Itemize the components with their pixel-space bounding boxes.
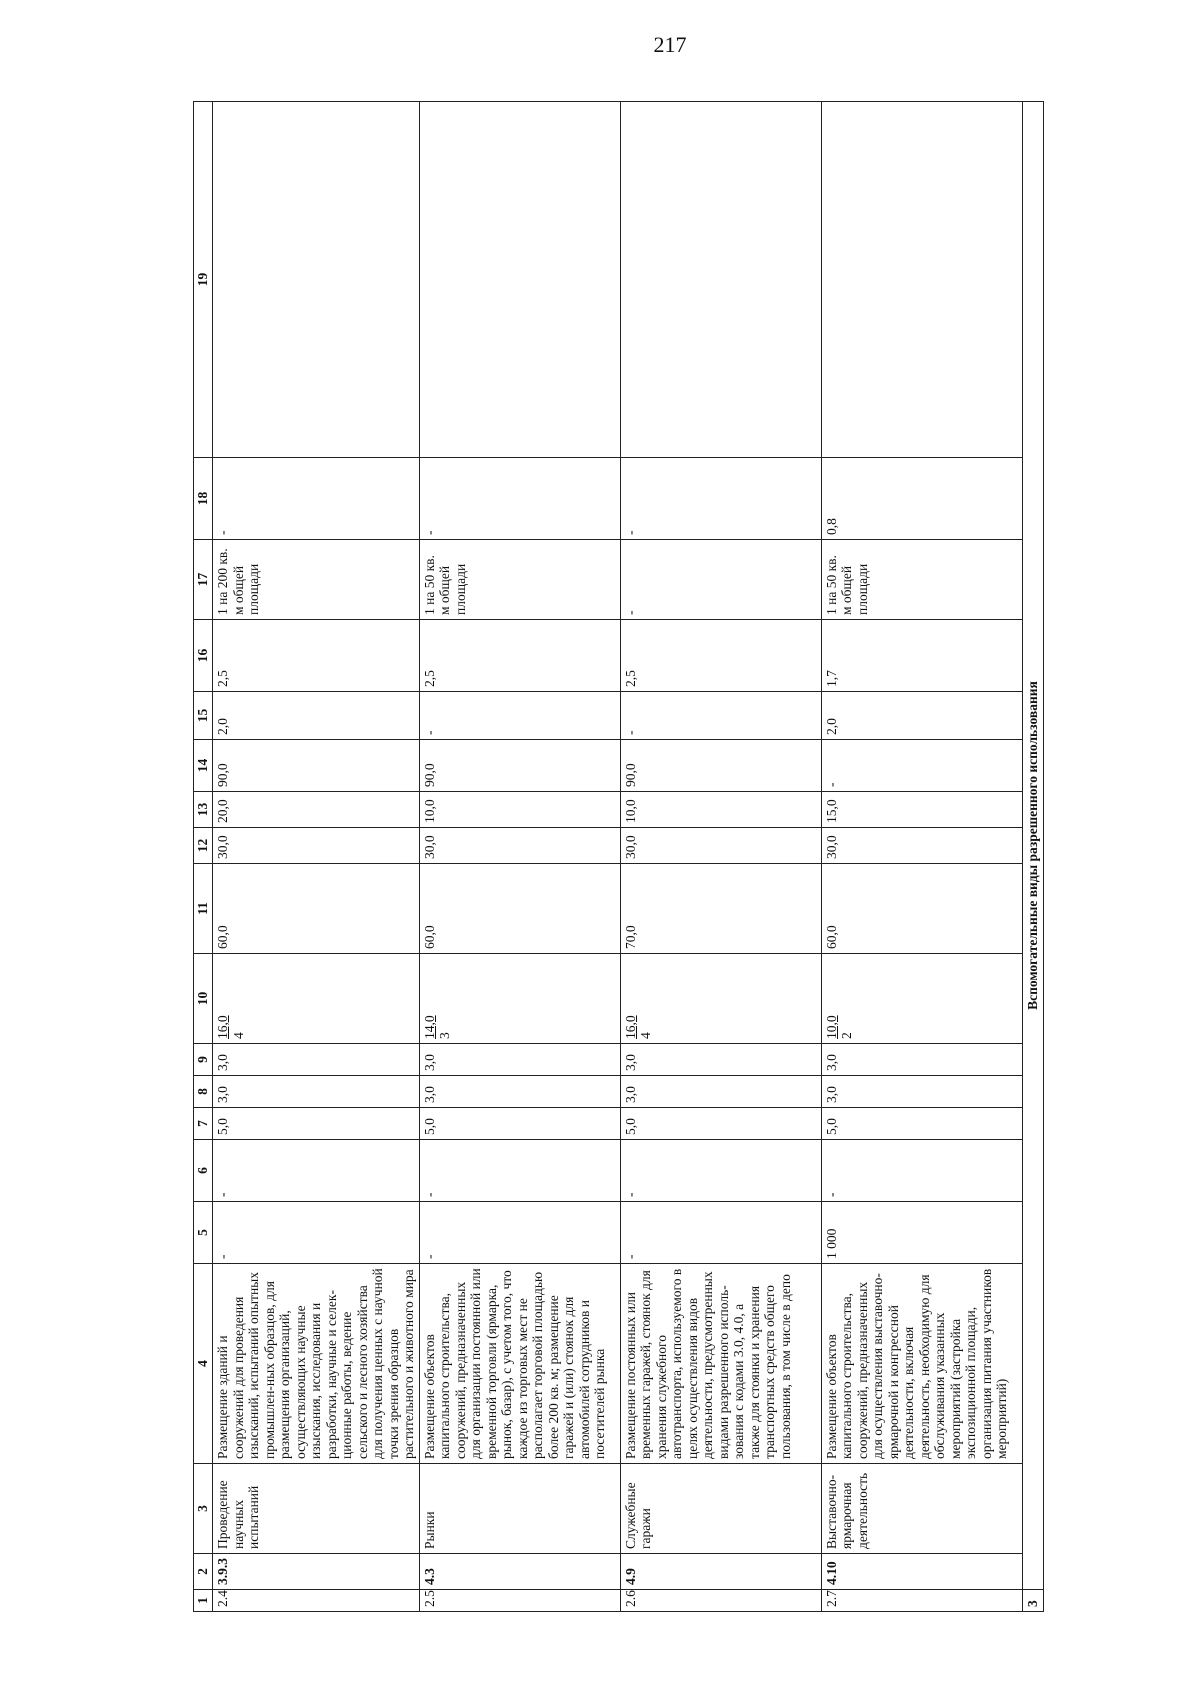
col-header: 18 <box>194 458 213 540</box>
cell-c10 <box>620 954 821 1044</box>
col-header: 9 <box>194 1044 213 1076</box>
cell-c10-bottom: 2 <box>839 1032 854 1039</box>
cell-c14: 90,0 <box>213 740 420 792</box>
col-header: 11 <box>194 864 213 954</box>
cell-c7: 5,0 <box>821 1108 1022 1140</box>
cell-c16: 2,5 <box>213 620 420 692</box>
cell-c6: - <box>620 1140 821 1202</box>
cell-c10-top: 16,0 <box>215 1015 230 1039</box>
table-row <box>620 102 821 1612</box>
row-number: 2.7 <box>821 1590 1022 1612</box>
col-header: 7 <box>194 1108 213 1140</box>
cell-c7: 5,0 <box>419 1108 620 1140</box>
cell-c17: 1 на 50 кв. м общей площади <box>419 540 620 620</box>
col-header: 12 <box>194 828 213 864</box>
col-header: 4 <box>194 1264 213 1464</box>
col-header: 1 <box>194 1590 213 1612</box>
col-header: 17 <box>194 540 213 620</box>
cell-c10-bottom: 4 <box>638 1032 653 1039</box>
cell-c15: 2,0 <box>213 692 420 740</box>
row-number: 2.6 <box>620 1590 821 1612</box>
section-number: 3 <box>1022 1590 1043 1612</box>
use-code: 4.10 <box>821 1554 1022 1590</box>
use-description: Размещение постоянных или временных гаражей, стоянок для хранения служебного автотранспорта, используемого в целях осуществления видов деятельности, предусмотренных видами разрешенного исполь-зования с кодами 3.0, 4.0, а также для стоянки и хранения транспортных средств общего пользования, в том числе в депо <box>620 1264 821 1464</box>
use-description: Размещение зданий и сооружений для проведения изысканий, испытаний опытных промышлен-ных образцов, для размещения организаций, осуществляющих научные изыскания, исследования и разработки, научные и селек-ционные работы, ведение сельского и лесного хозяйства для получения ценных с научной точки зрения образцов растительного и животного мира <box>213 1264 420 1464</box>
cell-c5: - <box>213 1202 420 1264</box>
cell-c10 <box>213 954 420 1044</box>
cell-c10-top: 16,0 <box>622 1015 638 1039</box>
cell-c13: 10,0 <box>620 792 821 828</box>
section-title: Вспомогательные виды разрешенного использования <box>1022 102 1043 1590</box>
cell-c17: - <box>620 540 821 620</box>
cell-c15: 2,0 <box>821 692 1022 740</box>
col-header: 5 <box>194 1202 213 1264</box>
cell-c8: 3,0 <box>620 1076 821 1108</box>
use-description: Размещение объектов капитального строительства, сооружений, предназначенных для осуществления выставочно-ярмарочной и конгрессной деятельности, включая деятельность, необходимую для обслуживания указанных мероприятий (застройка экспозиционной площади, организация питания участников мероприятий) <box>821 1264 1022 1464</box>
cell-c9: 3,0 <box>620 1044 821 1076</box>
row-number: 2.4 <box>213 1590 420 1612</box>
cell-c18: - <box>419 458 620 540</box>
zoning-table <box>193 101 1044 1612</box>
cell-c17: 1 на 200 кв. м общей площади <box>213 540 420 620</box>
cell-c10-bottom: 3 <box>437 1032 452 1039</box>
cell-c18: 0,8 <box>821 458 1022 540</box>
cell-c5: - <box>419 1202 620 1264</box>
cell-c15: - <box>620 692 821 740</box>
cell-c14: 90,0 <box>620 740 821 792</box>
cell-c15: - <box>419 692 620 740</box>
cell-c5: - <box>620 1202 821 1264</box>
cell-c6: - <box>419 1140 620 1202</box>
cell-c14: - <box>821 740 1022 792</box>
col-header: 3 <box>194 1464 213 1554</box>
use-code: 3.9.3 <box>213 1554 420 1590</box>
cell-c12: 30,0 <box>213 828 420 864</box>
cell-c10 <box>419 954 620 1044</box>
col-header: 2 <box>194 1554 213 1590</box>
cell-c6: - <box>213 1140 420 1202</box>
use-name: Выставочно-ярмарочная деятельность <box>821 1464 1022 1554</box>
cell-c11: 60,0 <box>213 864 420 954</box>
table-row <box>419 102 620 1612</box>
cell-c6: - <box>821 1140 1022 1202</box>
zoning-table-rotated <box>193 102 1093 1612</box>
table-row <box>213 102 420 1612</box>
cell-c10-top: 14,0 <box>421 1015 437 1039</box>
cell-c9: 3,0 <box>419 1044 620 1076</box>
cell-c11: 60,0 <box>419 864 620 954</box>
use-description: Размещение объектов капитального строительства, сооружений, предназначенных для организации постоянной или временной торговли (ярмарка, рынок, базар), с учетом того, что каждое из торговых мест не располагает торговой площадью более 200 кв. м; размещение гаражей и (или) стоянок для автомобилей сотрудников и посетителей рынка <box>419 1264 620 1464</box>
page-number: 217 <box>653 32 687 57</box>
cell-c12: 30,0 <box>419 828 620 864</box>
column-number-row <box>194 102 213 1612</box>
col-header: 8 <box>194 1076 213 1108</box>
cell-c11: 60,0 <box>821 864 1022 954</box>
col-header: 10 <box>194 954 213 1044</box>
cell-c8: 3,0 <box>419 1076 620 1108</box>
use-name: Проведение научных испытаний <box>213 1464 420 1554</box>
cell-c16: 2,5 <box>620 620 821 692</box>
cell-c7: 5,0 <box>620 1108 821 1140</box>
cell-c11: 70,0 <box>620 864 821 954</box>
cell-c13: 10,0 <box>419 792 620 828</box>
cell-c17: 1 на 50 кв. м общей площади <box>821 540 1022 620</box>
cell-c10-top: 10,0 <box>823 1015 839 1039</box>
col-header: 14 <box>194 740 213 792</box>
use-code: 4.3 <box>419 1554 620 1590</box>
cell-c19 <box>213 102 420 458</box>
cell-c12: 30,0 <box>620 828 821 864</box>
row-number: 2.5 <box>419 1590 620 1612</box>
cell-c9: 3,0 <box>821 1044 1022 1076</box>
col-header: 19 <box>194 102 213 458</box>
cell-c16: 2,5 <box>419 620 620 692</box>
cell-c19 <box>419 102 620 458</box>
table-row <box>821 102 1022 1612</box>
cell-c12: 30,0 <box>821 828 1022 864</box>
use-name: Служебные гаражи <box>620 1464 821 1554</box>
cell-c18: - <box>213 458 420 540</box>
cell-c13: 20,0 <box>213 792 420 828</box>
cell-c18: - <box>620 458 821 540</box>
cell-c16: 1,7 <box>821 620 1022 692</box>
cell-c8: 3,0 <box>821 1076 1022 1108</box>
col-header: 15 <box>194 692 213 740</box>
col-header: 6 <box>194 1140 213 1202</box>
cell-c8: 3,0 <box>213 1076 420 1108</box>
col-header: 16 <box>194 620 213 692</box>
cell-c9: 3,0 <box>213 1044 420 1076</box>
col-header: 13 <box>194 792 213 828</box>
cell-c14: 90,0 <box>419 740 620 792</box>
use-name: Рынки <box>419 1464 620 1554</box>
cell-c19 <box>620 102 821 458</box>
cell-c10-bottom: 4 <box>230 1032 246 1039</box>
section-row <box>1022 102 1043 1612</box>
cell-c10 <box>821 954 1022 1044</box>
cell-c7: 5,0 <box>213 1108 420 1140</box>
cell-c19 <box>821 102 1022 458</box>
cell-c5: 1 000 <box>821 1202 1022 1264</box>
cell-c13: 15,0 <box>821 792 1022 828</box>
use-code: 4.9 <box>620 1554 821 1590</box>
